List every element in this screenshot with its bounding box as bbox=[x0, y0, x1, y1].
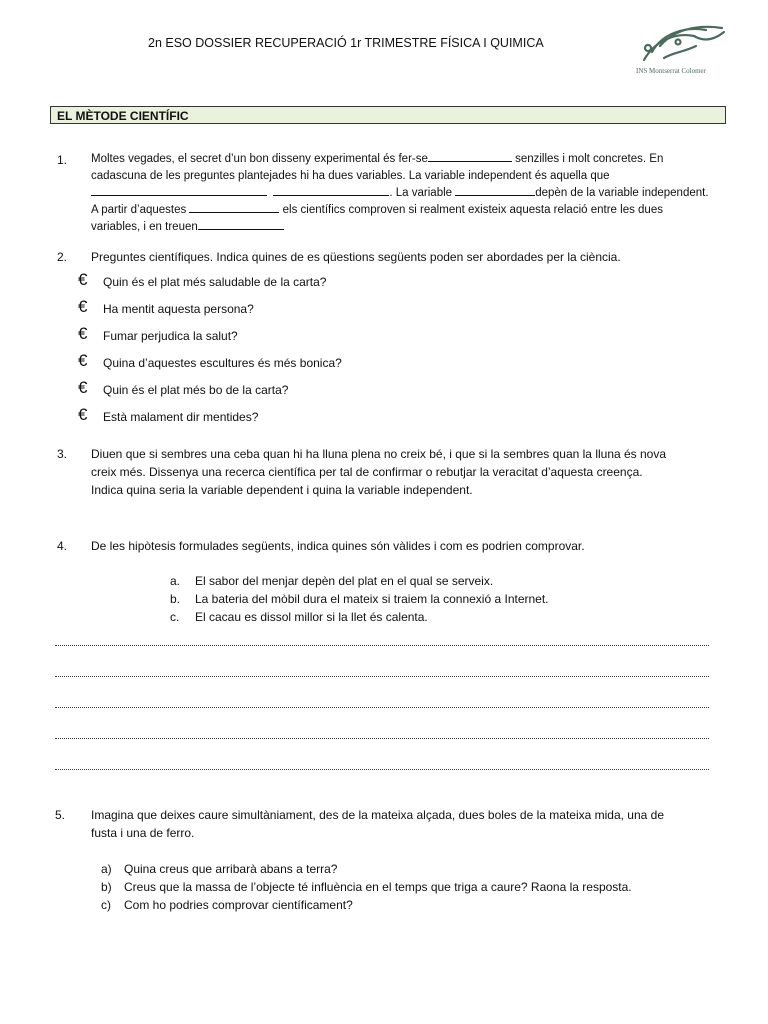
question-2-text: Preguntes científiques. Indica quines de es qüestions següents poden ser abordades per la ciència. bbox=[91, 250, 621, 264]
question-2-option: Quin és el plat més saludable de la carta? bbox=[103, 275, 327, 289]
question-1-text bbox=[91, 151, 721, 236]
answer-blank[interactable] bbox=[273, 185, 389, 196]
question-2-option: Fumar perjudica la salut? bbox=[103, 329, 238, 343]
checkbox-icon[interactable]: € bbox=[78, 378, 88, 397]
question-2-number: 2. bbox=[57, 250, 68, 264]
page-title: 2n ESO DOSSIER RECUPERACIÓ 1r TRIMESTRE FÍSICA I QUIMICA bbox=[148, 36, 544, 50]
answer-line[interactable] bbox=[55, 675, 709, 677]
q4-item-text: La bateria del mòbil dura el mateix si traiem la connexió a Internet. bbox=[195, 592, 549, 606]
q1-line-2: cadascuna de les preguntes plantejades hi ha dues variables. La variable independent és aquella que bbox=[91, 170, 610, 182]
question-2-option: Quina d’aquestes escultures és més bonica? bbox=[103, 356, 342, 370]
q5-item-label: b) bbox=[101, 880, 112, 894]
q4-item-label: b. bbox=[170, 592, 181, 606]
q5-item-text: Com ho podries comprovar científicament? bbox=[124, 898, 353, 912]
q5-item-text: Creus que la massa de l’objecte té influència en el temps que triga a caure? Raona la resposta. bbox=[124, 880, 632, 894]
question-3-text: Diuen que si sembres una ceba quan hi ha lluna plena no creix bé, i que si la sembres quan la lluna és nova creix més. Dissenya una recerca científica per tal de confirmar o rebutjar la veracitat d’aquesta creença. Indica quina seria la variable dependent i quina la variable independent. bbox=[91, 447, 667, 497]
answer-blank[interactable] bbox=[189, 202, 279, 213]
q4-item-text: El sabor del menjar depèn del plat en el qual se serveix. bbox=[195, 574, 494, 588]
question-3-number: 3. bbox=[57, 447, 68, 461]
question-5-text: Imagina que deixes caure simultàniament, des de la mateixa alçada, dues boles de la mateixa mida, una de fusta i una de ferro. bbox=[91, 808, 665, 840]
question-2-option: Ha mentit aquesta persona? bbox=[103, 302, 254, 316]
q5-item-label: c) bbox=[101, 898, 111, 912]
answer-line[interactable] bbox=[55, 768, 709, 770]
question-2-option: Està malament dir mentides? bbox=[103, 410, 259, 424]
question-4-number: 4. bbox=[57, 539, 68, 553]
question-1-number: 1. bbox=[57, 153, 68, 167]
q5-item-text: Quina creus que arribarà abans a terra? bbox=[124, 862, 338, 876]
q4-item-label: a. bbox=[170, 574, 181, 588]
q1-line-1: Moltes vegades, el secret d’un bon disseny experimental és fer-se senzilles i molt concretes. En bbox=[91, 153, 664, 165]
answer-blank[interactable] bbox=[455, 185, 535, 196]
logo-caption: INS Montserrat Colomer bbox=[636, 67, 706, 75]
q4-item-text: El cacau es dissol millor si la llet és calenta. bbox=[195, 610, 428, 624]
section-heading: EL MÈTODE CIENTÍFIC bbox=[50, 106, 726, 124]
q4-item-label: c. bbox=[170, 610, 180, 624]
checkbox-icon[interactable]: € bbox=[78, 297, 88, 316]
answer-line[interactable] bbox=[55, 644, 709, 646]
q1-line-5: variables, i en treuen bbox=[91, 219, 721, 236]
answer-blank[interactable] bbox=[428, 151, 512, 162]
q1-line-4: A partir d’aquestes els científics comproven si realment existeix aquesta relació entre les dues bbox=[91, 204, 663, 216]
answer-blank[interactable] bbox=[198, 219, 284, 230]
q1-line-3: . La variable depèn de la variable independent. bbox=[91, 185, 721, 202]
answer-line[interactable] bbox=[55, 706, 709, 708]
checkbox-icon[interactable]: € bbox=[78, 351, 88, 370]
question-2-option: Quin és el plat més bo de la carta? bbox=[103, 383, 289, 397]
question-4-text: De les hipòtesis formulades següents, indica quines són vàlides i com es podrien comprovar. bbox=[91, 539, 585, 553]
q5-item-label: a) bbox=[101, 862, 112, 876]
question-5-number: 5. bbox=[55, 808, 66, 822]
checkbox-icon[interactable]: € bbox=[78, 405, 88, 424]
checkbox-icon[interactable]: € bbox=[78, 270, 88, 289]
answer-line[interactable] bbox=[55, 737, 709, 739]
checkbox-icon[interactable]: € bbox=[78, 324, 88, 343]
answer-blank[interactable] bbox=[91, 185, 267, 196]
